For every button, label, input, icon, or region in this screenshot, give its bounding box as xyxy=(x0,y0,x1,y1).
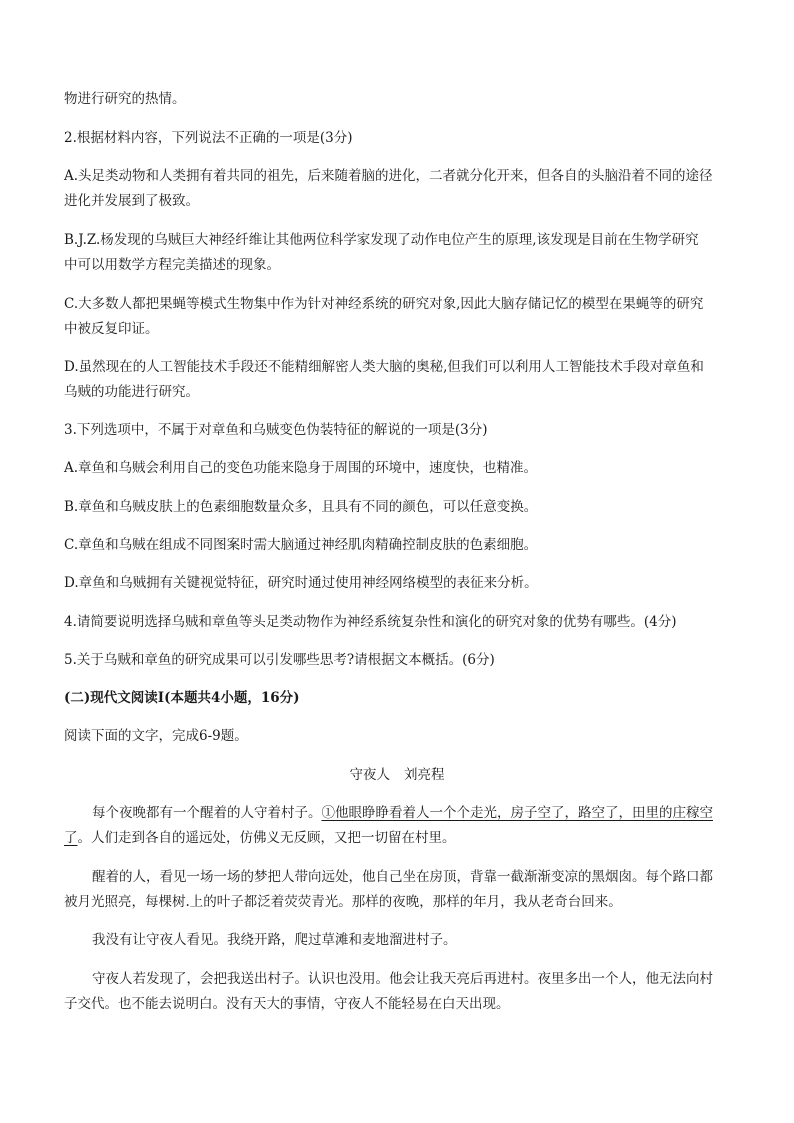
question-4: 4.请简要说明选择乌贼和章鱼等头足类动物作为神经系统复杂性和演化的研究对象的优势有哪些。(4分) xyxy=(64,614,677,630)
paragraph-1-rest: 。人们走到各自的遥远处，仿佛义无反顾，又把一切留在村里。 xyxy=(77,830,456,846)
q2-option-d-line2: 乌贼的功能进行研究。 xyxy=(64,384,199,400)
q3-option-c: C.章鱼和乌贼在组成不同图案时需大脑通过神经肌肉精确控制皮肤的色素细胞。 xyxy=(64,537,538,553)
q2-option-b-line2: 中可以用数学方程完美描述的现象。 xyxy=(64,257,280,273)
paragraph-2-line2: 被月光照亮，每棵树.上的叶子都泛着荧荧青光。那样的夜晚，那样的年月，我从老奇台回来。 xyxy=(64,894,622,910)
underlined-sentence-part2: 了 xyxy=(64,830,78,846)
intro-tail: 物进行研究的热情。 xyxy=(64,91,186,107)
question-3-stem: 3.下列选项中，不属于对章鱼和乌贼变色伪装特征的解说的一项是(3分) xyxy=(64,422,488,438)
question-5: 5.关于乌贼和章鱼的研究成果可以引发哪些思考?请根据文本概括。(6分) xyxy=(64,652,495,668)
q3-option-d: D.章鱼和乌贼拥有关键视觉特征，研究时通过使用神经网络模型的表征来分析。 xyxy=(64,575,538,591)
section-heading: (二)现代文阅读Ⅰ(本题共4小题，16分) xyxy=(64,690,300,706)
article-title: 守夜人 xyxy=(349,767,390,783)
q2-option-d-line1: D.虽然现在的人工智能技术手段还不能精细解密人类大脑的奥秘,但我们可以利用人工智能技术手段对章鱼和 xyxy=(64,359,704,375)
paragraph-4-line2: 子交代。也不能去说明白。没有天大的事情，守夜人不能轻易在白天出现。 xyxy=(64,996,510,1012)
paragraph-1-line1 xyxy=(92,804,713,822)
paragraph-3: 我没有让守夜人看见。我绕开路，爬过草滩和麦地溜进村子。 xyxy=(92,932,457,948)
q3-option-a: A.章鱼和乌贼会利用自己的变色功能来隐身于周围的环境中，速度快，也精准。 xyxy=(64,460,538,476)
article-author: 刘亮程 xyxy=(404,767,445,783)
q3-option-b: B.章鱼和乌贼皮肤上的色素细胞数量众多，且具有不同的颜色，可以任意变换。 xyxy=(64,499,538,515)
paragraph-1-line2 xyxy=(64,829,456,847)
paragraph-1-text: 每个夜晚都有一个醒着的人守着村子。 xyxy=(92,805,322,821)
paragraph-2-line1: 醒着的人，看见一场一场的梦把人带向远处，他自己坐在房顶，背靠一截渐渐变凉的黑烟囱。每个路口都 xyxy=(92,869,713,885)
article-title-line xyxy=(0,766,794,784)
question-2-stem: 2.根据材料内容，下列说法不正确的一项是(3分) xyxy=(64,130,353,146)
q2-option-b-line1: B.J.Z.杨发现的乌贼巨大神经纤维让其他两位科学家发现了动作电位产生的原理,该发现是目前在生物学研究 xyxy=(64,232,699,248)
underlined-sentence-part1: ①他眼睁睁看着人一个个走光，房子空了，路空了，田里的庄稼空 xyxy=(321,805,713,821)
q2-option-c-line1: C.大多数人都把果蝇等模式生物集中作为针对神经系统的研究对象,因此大脑存储记忆的模型在果蝇等的研究 xyxy=(64,296,704,312)
q2-option-a-line2: 进化并发展到了极致。 xyxy=(64,193,199,209)
q2-option-c-line2: 中被反复印证。 xyxy=(64,321,159,337)
paragraph-4-line1: 守夜人若发现了，会把我送出村子。认识也没用。他会让我天亮后再进村。夜里多出一个人，他无法向村 xyxy=(92,971,713,987)
q2-option-a-line1: A.头足类动物和人类拥有着共同的祖先，后来随着脑的进化，二者就分化开来，但各自的头脑沿着不同的途径 xyxy=(64,168,713,184)
reading-instruction: 阅读下面的文字，完成6-9题。 xyxy=(64,728,248,744)
